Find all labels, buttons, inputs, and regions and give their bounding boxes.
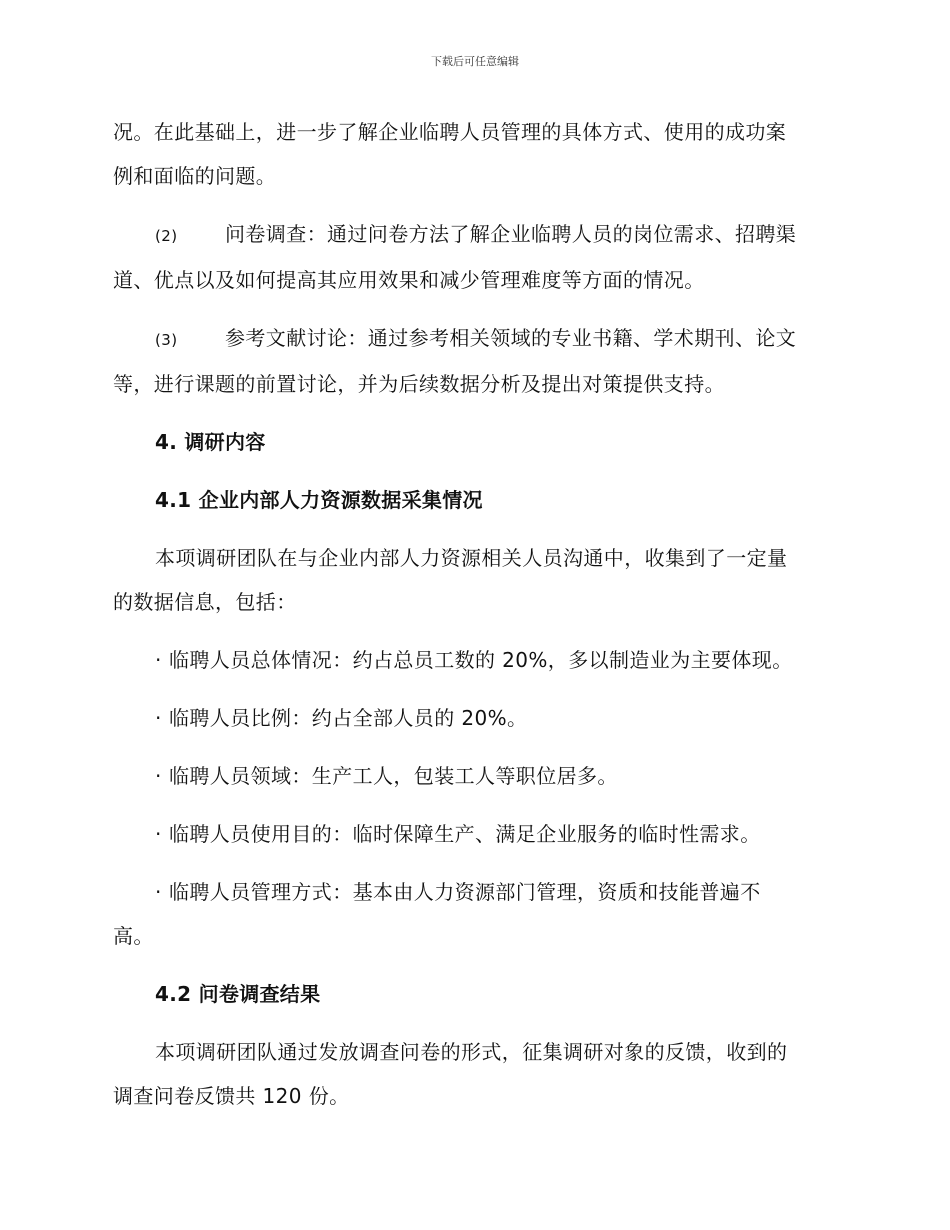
text-line: [113, 870, 833, 914]
item-text: 问卷调查：通过问卷方法了解企业临聘人员的岗位需求、招聘渠: [225, 222, 797, 246]
text-line: [113, 316, 833, 362]
item-number: (2): [155, 227, 178, 245]
section-heading-4-2: 4.2 问卷调查结果: [155, 982, 321, 1006]
bullet-item: [113, 870, 833, 958]
bullet-mark: ·: [155, 706, 162, 730]
text-line: [113, 754, 833, 798]
bullet-item: [113, 638, 833, 682]
bullet-mark: ·: [155, 822, 162, 846]
bullet-mark: ·: [155, 648, 162, 672]
item-number: (3): [155, 331, 178, 349]
bullet-text: 临聘人员管理方式：基本由人力资源部门管理，资质和技能普遍不: [169, 880, 761, 904]
paragraph-continuation: [113, 110, 833, 198]
numbered-item-2: [113, 212, 833, 302]
text-line: 调查问卷反馈共 120 份。: [113, 1084, 350, 1108]
paragraph-4-2: [113, 1030, 833, 1118]
text-line: 高。: [113, 924, 154, 948]
page-header: 下载后可任意编辑: [431, 55, 519, 68]
bullet-text: 临聘人员使用目的：临时保障生产、满足企业服务的临时性需求。: [169, 822, 761, 846]
text-line: 况。在此基础上，进一步了解企业临聘人员管理的具体方式、使用的成功案: [113, 120, 787, 144]
document-body: [113, 110, 833, 1132]
bullet-item: [113, 754, 833, 798]
bullet-mark: ·: [155, 880, 162, 904]
text-line: 等，进行课题的前置讨论，并为后续数据分析及提出对策提供支持。: [113, 372, 725, 396]
section-heading-4: 4. 调研内容: [155, 430, 266, 454]
text-line: 的数据信息，包括：: [113, 590, 297, 614]
text-line: 道、优点以及如何提高其应用效果和减少管理难度等方面的情况。: [113, 268, 705, 292]
item-text: 参考文献讨论：通过参考相关领域的专业书籍、学术期刊、论文: [225, 326, 797, 350]
text-line: [113, 638, 833, 682]
bullet-item: [113, 696, 833, 740]
bullet-text: 临聘人员比例：约占全部人员的 20%。: [169, 706, 528, 730]
section-heading-4-1: 4.1 企业内部人力资源数据采集情况: [155, 488, 483, 512]
bullet-text: 临聘人员领域：生产工人，包装工人等职位居多。: [169, 764, 618, 788]
text-line: 本项调研团队通过发放调查问卷的形式，征集调研对象的反馈，收到的: [155, 1040, 788, 1064]
text-line: [113, 812, 833, 856]
text-line: [113, 696, 833, 740]
text-line: [113, 212, 833, 258]
bullet-text: 临聘人员总体情况：约占总员工数的 20%，多以制造业为主要体现。: [169, 648, 793, 672]
text-line: 本项调研团队在与企业内部人力资源相关人员沟通中，收集到了一定量: [155, 546, 788, 570]
text-line: 例和面临的问题。: [113, 164, 277, 188]
numbered-item-3: [113, 316, 833, 406]
paragraph-4-1: [113, 536, 833, 624]
bullet-item: [113, 812, 833, 856]
bullet-mark: ·: [155, 764, 162, 788]
